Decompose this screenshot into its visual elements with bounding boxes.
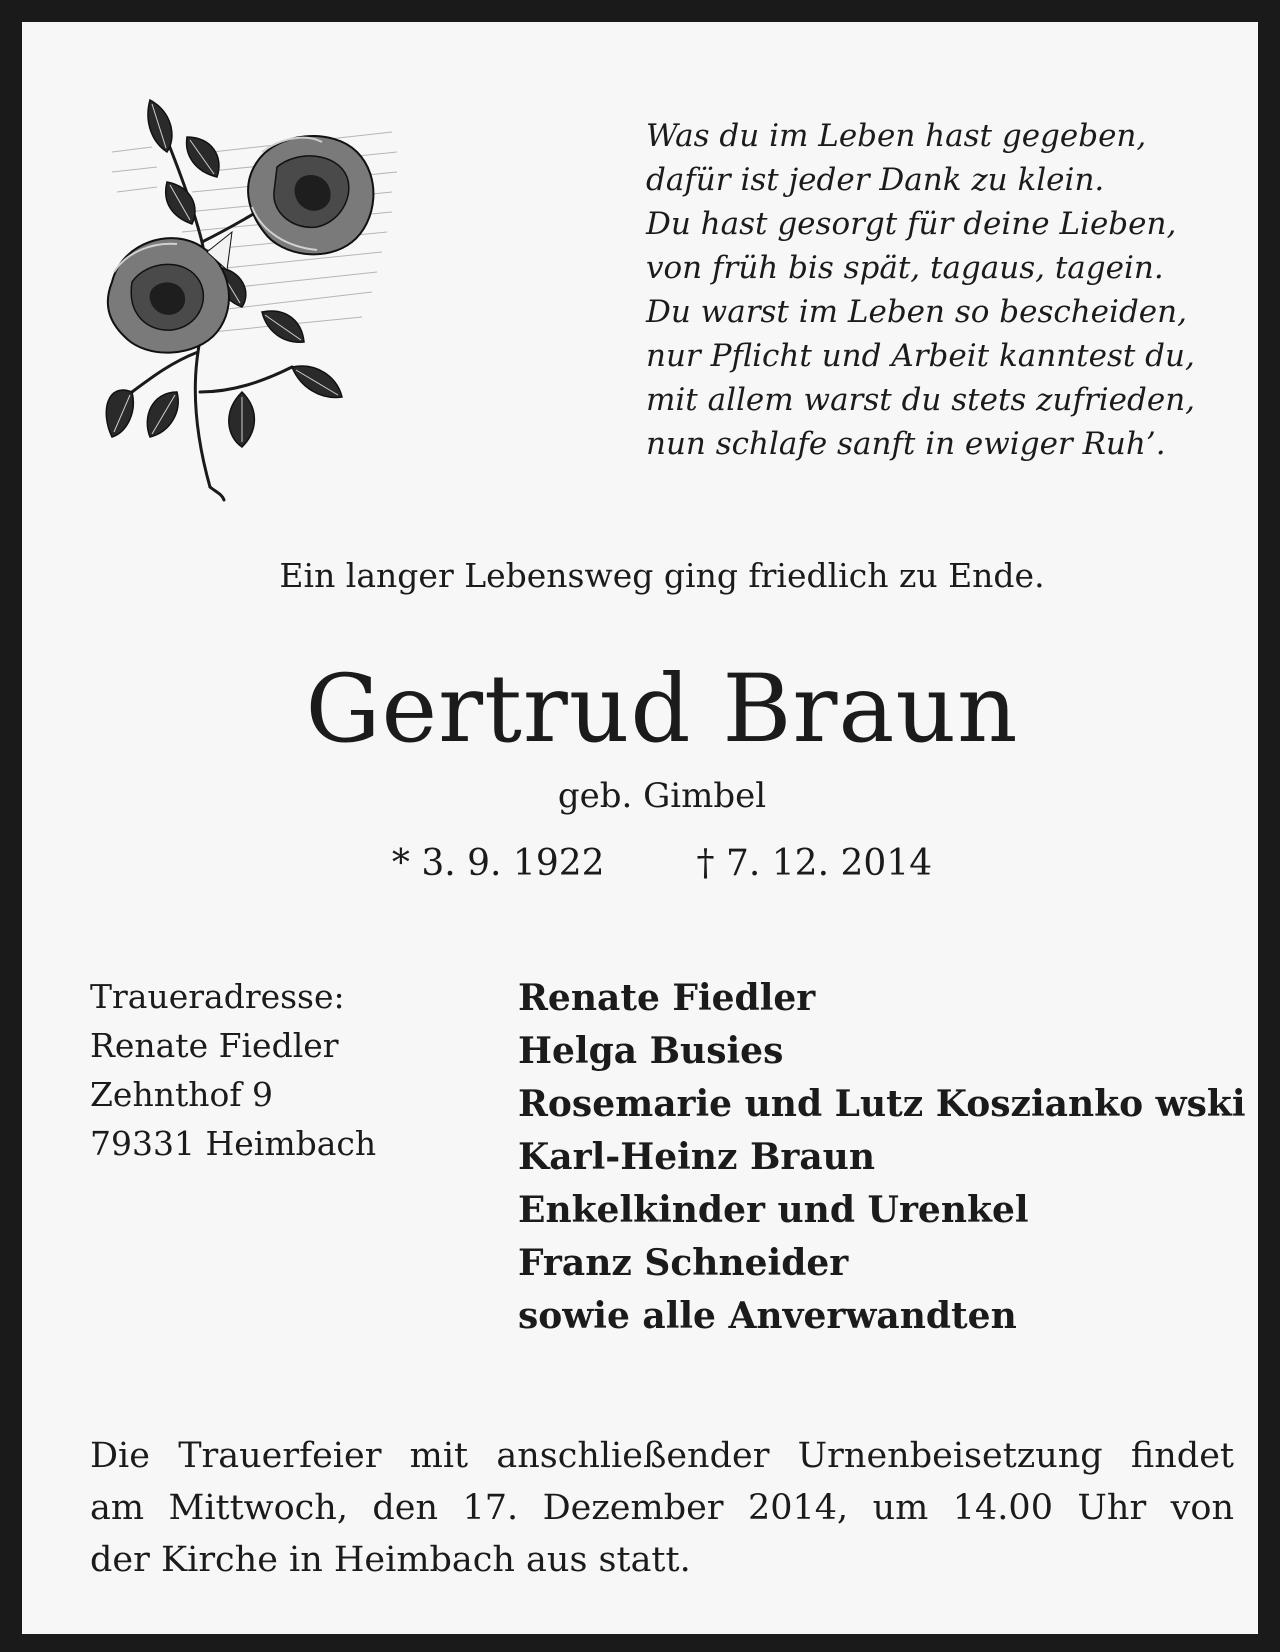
- mourner-line: Rosemarie und Lutz Koszianko wski: [518, 1083, 1246, 1125]
- poem-line: nun schlafe sanft in ewiger Ruh’.: [646, 426, 1166, 462]
- poem: [646, 114, 1256, 466]
- maiden-name: geb. Gimbel: [557, 776, 767, 816]
- roses-illustration-icon: [92, 92, 412, 502]
- deceased-name: Gertrud Braun: [305, 655, 1019, 764]
- mourner-line: Enkelkinder und Urenkel: [518, 1189, 1029, 1231]
- address-line: Zehnthof 9: [90, 1075, 274, 1114]
- poem-line: Du warst im Leben so bescheiden,: [646, 294, 1187, 330]
- poem-line: dafür ist jeder Dank zu klein.: [646, 162, 1105, 198]
- notice-line: der Kirche in Heimbach aus statt.: [90, 1540, 691, 1580]
- poem-line: Was du im Leben hast gegeben,: [646, 118, 1147, 154]
- mourner-line: Helga Busies: [518, 1030, 784, 1072]
- mourner-line: Renate Fiedler: [518, 977, 816, 1019]
- address-line: Traueradresse:: [90, 977, 345, 1016]
- mourner-line: Karl-Heinz Braun: [518, 1136, 876, 1178]
- mourning-address: [90, 972, 376, 1168]
- intro-line: Ein langer Lebensweg ging friedlich zu Ende.: [279, 556, 1045, 595]
- birth-date: * 3. 9. 1922: [391, 843, 605, 884]
- life-dates: [22, 840, 1280, 888]
- poem-line: von früh bis spät, tagaus, tagein.: [646, 250, 1164, 286]
- mourner-line: Franz Schneider: [518, 1242, 849, 1284]
- notice-line: Die Trauerfeier mit anschließender Urnenbeisetzung findet: [90, 1436, 1234, 1476]
- notice-line: am Mittwoch, den 17. Dezember 2014, um 14.00 Uhr von: [90, 1488, 1234, 1528]
- poem-line: nur Pflicht und Arbeit kanntest du,: [646, 338, 1195, 374]
- mourner-line: sowie alle Anverwandten: [518, 1295, 1017, 1337]
- address-line: 79331 Heimbach: [90, 1124, 377, 1163]
- poem-line: Du hast gesorgt für deine Lieben,: [646, 206, 1177, 242]
- death-date: † 7. 12. 2014: [696, 843, 933, 884]
- mourners-list: [518, 972, 1246, 1343]
- funeral-notice: [90, 1430, 1234, 1586]
- poem-line: mit allem warst du stets zufrieden,: [646, 382, 1196, 418]
- address-line: Renate Fiedler: [90, 1026, 339, 1065]
